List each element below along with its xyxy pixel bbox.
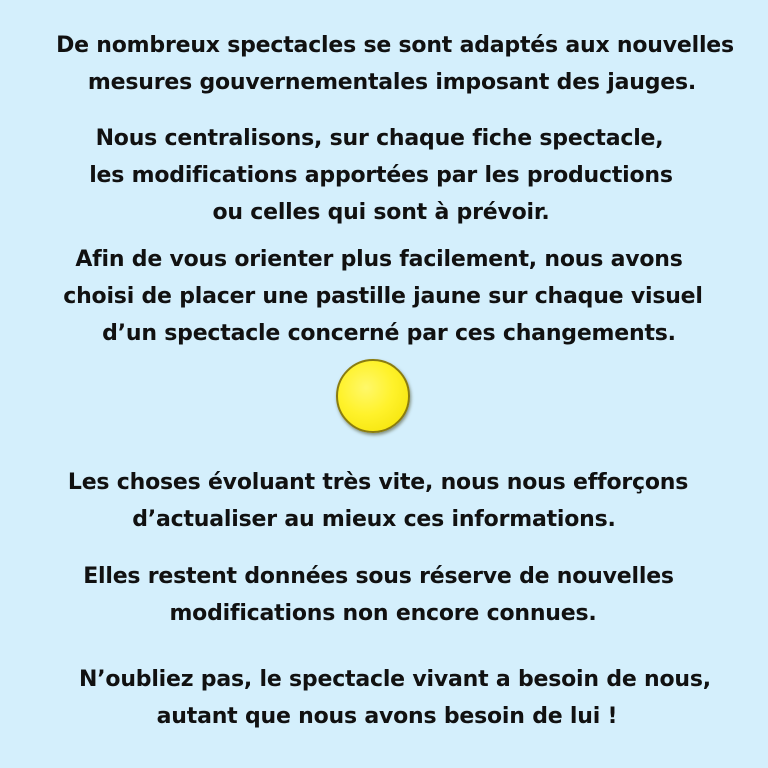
- yellow-dot-icon: [336, 359, 410, 433]
- paragraph-pastille: [0, 241, 768, 352]
- text-line: De nombreux spectacles se sont adaptés aux nouvelles: [56, 33, 734, 58]
- text-line: d’un spectacle concerné par ces changements.: [102, 321, 676, 346]
- text-line: Afin de vous orienter plus facilement, nous avons: [75, 247, 683, 272]
- paragraph-reserve: [0, 558, 768, 632]
- text-line: Elles restent données sous réserve de nouvelles: [83, 564, 674, 589]
- text-line: autant que nous avons besoin de lui !: [156, 704, 618, 729]
- text-line: mesures gouvernementales imposant des jauges.: [87, 70, 697, 95]
- text-line: choisi de placer une pastille jaune sur chaque visuel: [63, 284, 703, 309]
- paragraph-spectacle-vivant: [0, 661, 768, 735]
- text-line: d’actualiser au mieux ces informations.: [132, 507, 616, 532]
- paragraph-centralisation: [0, 120, 768, 231]
- text-line: Les choses évoluant très vite, nous nous efforçons: [67, 470, 689, 495]
- text-line: les modifications apportées par les productions: [89, 163, 673, 188]
- text-line: N’oubliez pas, le spectacle vivant a besoin de nous,: [79, 667, 711, 692]
- paragraph-jauges: [0, 27, 768, 101]
- text-line: ou celles qui sont à prévoir.: [212, 200, 550, 225]
- paragraph-actualisation: [0, 464, 768, 538]
- text-line: Nous centralisons, sur chaque fiche spectacle,: [95, 126, 664, 151]
- text-line: modifications non encore connues.: [169, 601, 597, 626]
